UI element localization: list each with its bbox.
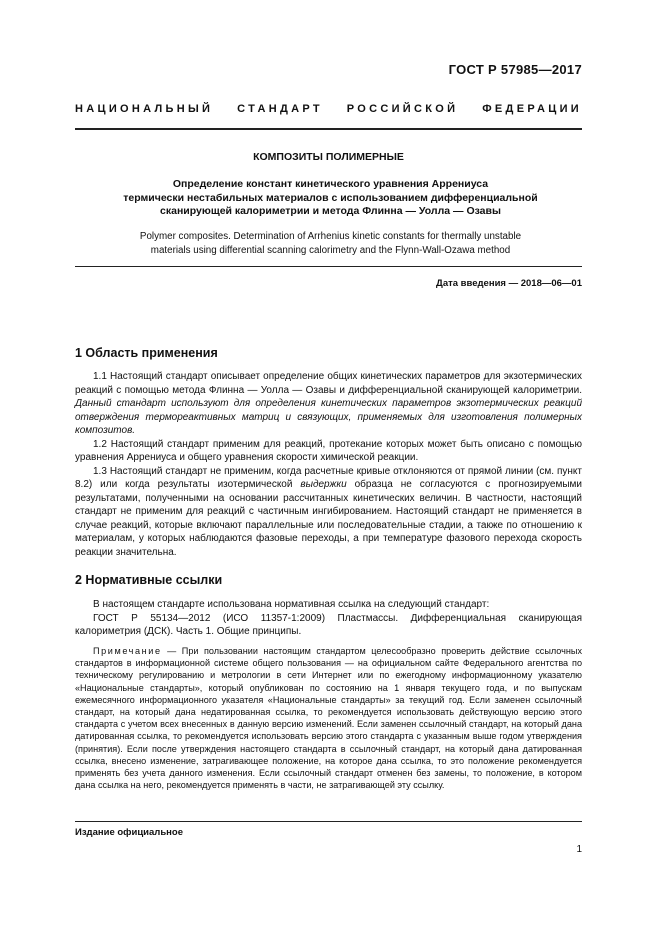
section-2-body [75, 598, 582, 639]
top-rule [75, 128, 582, 130]
subtitle-en-line: materials using differential scanning calorimetry and the Flynn-Wall-Ozawa method [150, 244, 511, 256]
subtitle-ru-line: Определение констант кинетического уравнения Аррениуса [172, 178, 489, 190]
page-number: 1 [576, 844, 582, 855]
paragraph-1-3-italic: выдержки [300, 479, 347, 490]
national-standard-heading: НАЦИОНАЛЬНЫЙ СТАНДАРТ РОССИЙСКОЙ ФЕДЕРАЦИИ [75, 103, 582, 115]
paragraph-1-3-text-a: 1.3 Настоящий стандарт не применим, когда расчетные кривые отклоняются от прямой линии (см. пункт 8.2) или когда результаты изотермической [75, 465, 582, 490]
official-edition-label: Издание официальное [75, 827, 183, 838]
paragraph-2-2: ГОСТ Р 55134—2012 (ИСО 11357-1:2009) Пластмассы. Дифференциальная сканирующая калориметрия (ДСК). Часть 1. Общие принципы. [75, 612, 582, 637]
document-title: КОМПОЗИТЫ ПОЛИМЕРНЫЕ [253, 151, 404, 163]
section-1-body [75, 370, 582, 559]
section-1-heading: 1 Область применения [75, 346, 218, 360]
subtitle-en-line: Polymer composites. Determination of Arrhenius kinetic constants for thermally unstable [139, 231, 522, 242]
gost-number: ГОСТ Р 57985—2017 [448, 62, 582, 77]
paragraph-2-1: В настоящем стандарте использована нормативная ссылка на следующий стандарт: [93, 599, 490, 610]
note-text: — При пользовании настоящим стандартом целесообразно проверить действие ссылочных стандартов в информационной системе общего пользования — на официальном сайте Федерального агентства по техническому регулированию и метрологии в сети Интернет или по ежегодному информационному указателю «Национальные стандарты», который опубликован по состоянию на 1 января текущего года, и по выпускам ежемесячного информационного указателя «Национальные стандарты» за текущий год. Если заменен ссылочный стандарт, на который дана недатированная ссылка, то рекомендуется использовать действующую версию этого стандарта с учетом всех внесенных в данную версию изменений. Если заменен ссылочный стандарт, на который дана датированная ссылка, то рекомендуется использовать версию этого стандарта с указанным выше годом утверждения (принятия). Если после утверждения настоящего стандарта в ссылочный стандарт, на который дана датированная ссылка, внесено изменение, затрагивающее положение, на которое дана ссылка, то это положение рекомендуется применять без учета данного изменения. Если ссылочный стандарт отменен без замены, то положение, в котором дана ссылка на него, рекомендуется применять в части, не затрагивающей эту ссылку. [75, 646, 582, 791]
subtitle-ru-line: сканирующей калориметрии и метода Флинна — Уолла — Озавы [160, 205, 501, 217]
middle-rule [75, 266, 582, 267]
subtitle-ru-line: термически нестабильных материалов с использованием дифференциальной [123, 191, 538, 204]
note-block [75, 645, 582, 791]
subtitle-english [100, 230, 561, 257]
note-paragraph [75, 645, 582, 791]
section-2-heading: 2 Нормативные ссылки [75, 573, 223, 587]
paragraph-1-1-italic: Данный стандарт используют для определения кинетических параметров экзотермических реакций отверждения термореактивных матриц и связующих, применяемых для изготовления полимерных композитов. [75, 398, 582, 436]
paragraph-1-1-text: 1.1 Настоящий стандарт описывает определение общих кинетических параметров для экзотермических реакций с помощью метода Флинна — Уолла — Озавы и дифференциальной сканирующей калориметрии. [75, 371, 582, 396]
note-label: Примечание [93, 646, 162, 656]
paragraph-1-3-text-b: образца не согласуются с прогнозируемыми результатами, полученными на основании рассчитанных кинетических величин. В частности, настоящий стандарт не применим для реакций с частичным ингибированием. Настоящий стандарт не применяется в случае реакций, которые включают параллельные или последовательные стадии, а также по отношению к материалам, у которых наблюдаются фазовые переходы, а при температуре фазового перехода скорость реакции значительна. [75, 479, 582, 558]
paragraph-1-3 [75, 465, 582, 560]
paragraph-1-1 [75, 370, 582, 438]
paragraph-1-2: 1.2 Настоящий стандарт применим для реакций, протекание которых может быть описано с помощью уравнения Аррениуса и общего уравнения скорости химической реакции. [75, 438, 582, 463]
introduction-date: Дата введения — 2018—06—01 [436, 278, 582, 289]
bottom-rule [75, 821, 582, 822]
subtitle-russian [110, 178, 551, 219]
